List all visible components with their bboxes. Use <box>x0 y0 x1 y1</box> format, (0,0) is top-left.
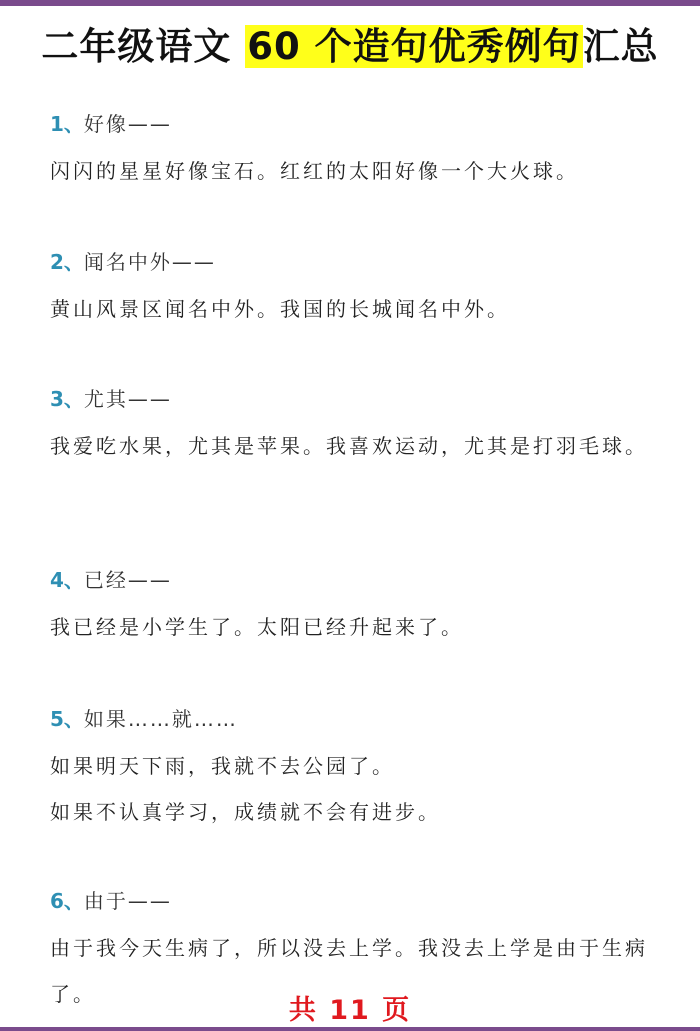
entry-word: 好像—— <box>83 112 172 136</box>
entry-word: 如果……就…… <box>83 707 238 731</box>
entry-sentence: 由于我今天生病了，所以没去上学。我没去上学是由于生病了。 <box>50 936 648 1006</box>
entry-3 <box>50 385 670 469</box>
entry-heading <box>50 385 670 413</box>
entry-heading <box>50 248 670 276</box>
bottom-border <box>0 1027 700 1031</box>
entry-sentence: 我已经是小学生了。太阳已经升起来了。 <box>50 615 464 639</box>
entry-word: 已经—— <box>83 568 172 592</box>
entry-heading <box>50 705 670 733</box>
entry-number: 1、 <box>50 112 84 136</box>
entry-word: 由于—— <box>83 889 172 913</box>
entry-heading <box>50 110 670 138</box>
title-part2: 汇总 <box>582 25 659 68</box>
top-border <box>0 0 700 6</box>
entry-number: 5、 <box>50 707 84 731</box>
entry-number: 3、 <box>50 387 84 411</box>
page-title <box>0 16 700 78</box>
title-part1: 二年级语文 <box>41 25 246 68</box>
entry-word: 尤其—— <box>83 387 172 411</box>
entry-sentence: 如果明天下雨，我就不去公园了。 <box>50 754 395 778</box>
entry-word: 闻名中外—— <box>83 250 216 274</box>
entry-number: 4、 <box>50 568 84 592</box>
entry-sentence: 如果不认真学习，成绩就不会有进步。 <box>50 800 441 824</box>
entry-number: 6、 <box>50 889 84 913</box>
entry-2 <box>50 248 670 332</box>
entry-sentence: 黄山风景区闻名中外。我国的长城闻名中外。 <box>50 297 510 321</box>
entry-number: 2、 <box>50 250 84 274</box>
entry-5 <box>50 705 670 835</box>
entry-heading <box>50 566 670 594</box>
title-highlight: 60 个造句优秀例句 <box>247 25 581 68</box>
entry-4 <box>50 566 670 650</box>
entry-heading <box>50 887 670 915</box>
entry-1 <box>50 110 670 194</box>
entry-sentence: 我爱吃水果，尤其是苹果。我喜欢运动，尤其是打羽毛球。 <box>50 434 648 458</box>
page-count-footer: 共 11 页 <box>288 995 412 1026</box>
entry-sentence: 闪闪的星星好像宝石。红红的太阳好像一个大火球。 <box>50 159 579 183</box>
